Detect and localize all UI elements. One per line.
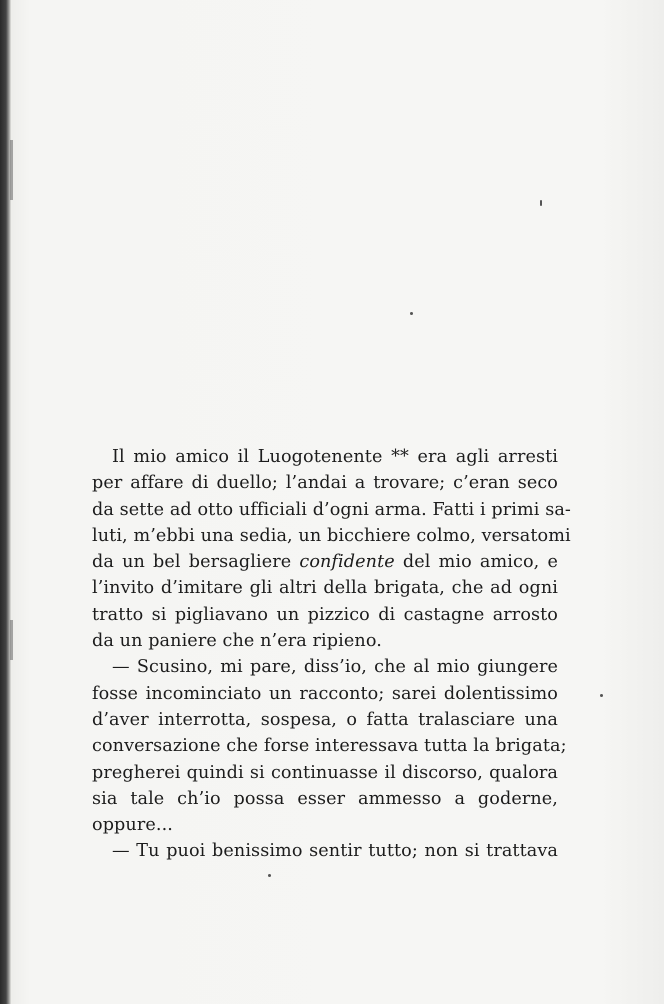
text-line: sia tale ch’io possa esser ammesso a goderne, [92, 788, 558, 809]
text-line-with-italic [92, 549, 558, 575]
binding-mark [10, 620, 13, 660]
paragraph [92, 654, 567, 838]
text-line: per affare di duello; l’andai a trovare; c’eran seco [92, 473, 558, 494]
text-line: da sette ad otto ufficiali d’ogni arma. Fatti i primi sa- [92, 499, 571, 520]
text-line: Il mio amico il Luogotenente ** era agli arresti [112, 447, 558, 467]
body-text [92, 444, 571, 865]
text-line: oppure... [92, 815, 173, 836]
text-line: — Tu puoi benissimo sentir tutto; non si trattava [112, 841, 558, 862]
text-fragment: da un bel bersagliere [92, 552, 300, 573]
paper-speck [600, 694, 603, 697]
paper-speck [268, 874, 271, 877]
text-line: — Scusino, mi pare, diss’io, che al mio giungere [112, 657, 558, 678]
text-line: tratto si pigliavano un pizzico di castagne arrosto [92, 604, 558, 625]
paragraph [92, 444, 571, 654]
binding-mark [10, 140, 13, 200]
text-line: l’invito d’imitare gli altri della brigata, che ad ogni [92, 578, 558, 599]
italic-word: confidente [299, 552, 395, 573]
paper-speck [410, 312, 413, 315]
text-fragment: del mio amico, e [394, 552, 558, 573]
text-line: da un paniere che n’era ripieno. [92, 631, 382, 652]
text-line: d’aver interrotta, sospesa, o fatta tralasciare una [92, 709, 558, 730]
text-line: luti, m’ebbi una sedia, un bicchiere colmo, versatomi [92, 525, 571, 546]
paper-speck [540, 200, 542, 206]
text-line: pregherei quindi si continuasse il discorso, qualora [92, 762, 558, 783]
text-line: conversazione che forse interessava tutta la brigata; [92, 736, 567, 757]
paragraph [92, 838, 558, 864]
text-line: fosse incominciato un racconto; sarei dolentissimo [92, 683, 558, 704]
